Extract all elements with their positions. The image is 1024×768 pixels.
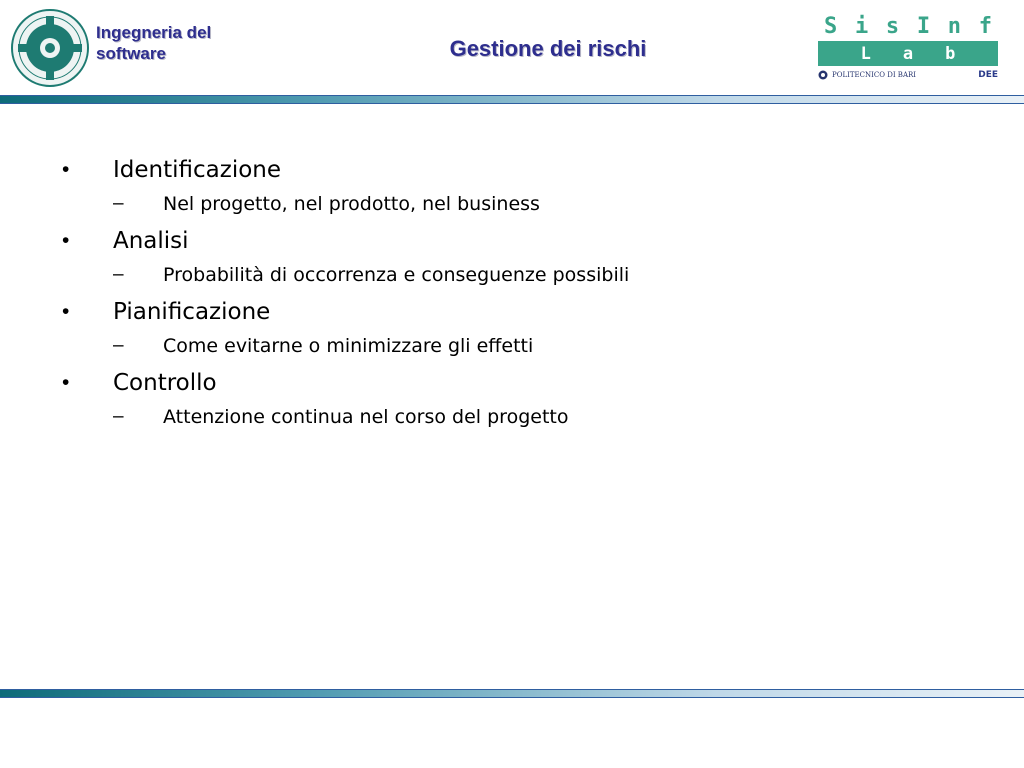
course-title: Ingegneria del software	[96, 23, 212, 63]
sub-list-item-label: Probabilità di occorrenza e conseguenze possibili	[163, 264, 630, 286]
lab-letter: s	[885, 13, 900, 39]
sub-list-item	[0, 257, 1024, 292]
sub-list-item	[0, 186, 1024, 221]
list-item	[0, 363, 1024, 399]
list-item-label: Analisi	[113, 228, 189, 254]
sub-list-item-label: Nel progetto, nel prodotto, nel business	[163, 193, 540, 215]
sub-list-item-label: Attenzione continua nel corso del progetto	[163, 406, 569, 428]
dee-logo: DEE	[978, 70, 998, 80]
lab-letter: i	[854, 13, 869, 39]
slide-title: Gestione dei rischi	[449, 36, 647, 61]
lab-letter: I	[916, 13, 931, 39]
lab-logo-row2	[818, 41, 998, 66]
lab-letter: f	[978, 13, 992, 39]
list-item-label: Identificazione	[113, 157, 282, 183]
lab-letter: a	[902, 43, 914, 64]
lab-letter: b	[945, 43, 956, 64]
lab-letter: L	[860, 43, 871, 64]
dash-icon: –	[113, 406, 124, 427]
footer-divider-bar	[0, 689, 1024, 698]
lab-logo-footer	[818, 68, 998, 82]
politecnico-seal-icon	[818, 70, 828, 80]
sub-list-item	[0, 328, 1024, 363]
list-item	[0, 221, 1024, 257]
lab-letter: S	[824, 13, 838, 39]
university-seal-icon	[10, 8, 90, 88]
sub-list-item	[0, 399, 1024, 434]
politecnico-text: POLITECNICO DI BARI	[832, 71, 917, 79]
sisinf-lab-logo	[818, 12, 998, 84]
list-item	[0, 150, 1024, 186]
dash-icon: –	[113, 193, 124, 214]
list-item	[0, 292, 1024, 328]
bullet-icon: •	[62, 371, 70, 394]
bullet-list	[0, 150, 1024, 434]
header-divider-bar	[0, 95, 1024, 104]
lab-letter: n	[947, 13, 961, 39]
bullet-icon: •	[62, 300, 70, 323]
bullet-icon: •	[62, 158, 70, 181]
bullet-icon: •	[62, 229, 70, 252]
lab-logo-row1	[818, 12, 998, 40]
sub-list-item-label: Come evitarne o minimizzare gli effetti	[163, 335, 534, 357]
list-item-label: Pianificazione	[113, 299, 271, 325]
dash-icon: –	[113, 264, 124, 285]
list-item-label: Controllo	[113, 370, 217, 396]
dash-icon: –	[113, 335, 124, 356]
